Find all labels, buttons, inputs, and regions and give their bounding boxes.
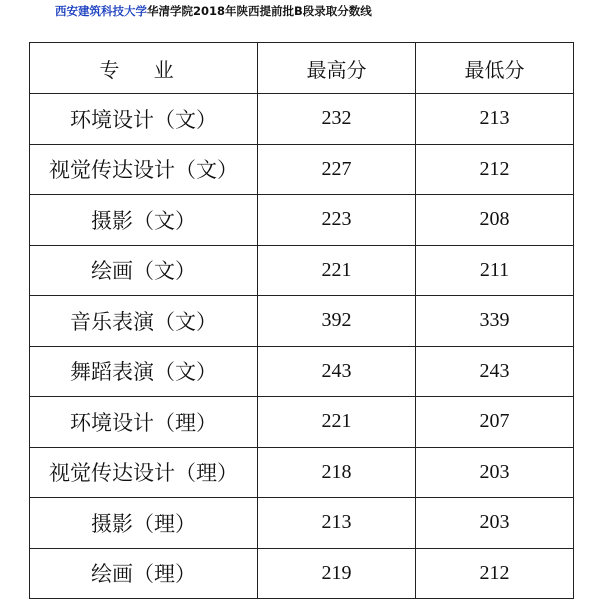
major-cell: 摄影（文） — [30, 195, 258, 246]
min-score-cell: 213 — [416, 94, 574, 145]
table-row — [30, 144, 574, 195]
table-row — [30, 94, 574, 145]
max-score-cell: 243 — [258, 346, 416, 397]
major-cell: 绘画（文） — [30, 245, 258, 296]
header-major: 专 业 — [30, 43, 258, 94]
max-score-cell: 223 — [258, 195, 416, 246]
min-score-cell: 203 — [416, 498, 574, 549]
major-cell: 音乐表演（文） — [30, 296, 258, 347]
table-row — [30, 397, 574, 448]
min-score-cell: 339 — [416, 296, 574, 347]
max-score-cell: 221 — [258, 245, 416, 296]
school-name-link[interactable]: 西安建筑科技大学 — [55, 4, 147, 18]
header-max-score: 最高分 — [258, 43, 416, 94]
table-row — [30, 447, 574, 498]
max-score-cell: 213 — [258, 498, 416, 549]
table-header-row — [30, 43, 574, 94]
max-score-cell: 392 — [258, 296, 416, 347]
score-table — [29, 42, 574, 599]
major-cell: 绘画（理） — [30, 548, 258, 599]
table-row — [30, 245, 574, 296]
major-cell: 视觉传达设计（理） — [30, 447, 258, 498]
major-cell: 摄影（理） — [30, 498, 258, 549]
title-text: 华清学院2018年陕西提前批B段录取分数线 — [147, 4, 372, 18]
min-score-cell: 212 — [416, 548, 574, 599]
header-min-score: 最低分 — [416, 43, 574, 94]
major-cell: 环境设计（理） — [30, 397, 258, 448]
table-row — [30, 346, 574, 397]
min-score-cell: 212 — [416, 144, 574, 195]
min-score-cell: 208 — [416, 195, 574, 246]
max-score-cell: 221 — [258, 397, 416, 448]
major-cell: 舞蹈表演（文） — [30, 346, 258, 397]
min-score-cell: 207 — [416, 397, 574, 448]
min-score-cell: 203 — [416, 447, 574, 498]
min-score-cell: 243 — [416, 346, 574, 397]
max-score-cell: 218 — [258, 447, 416, 498]
min-score-cell: 211 — [416, 245, 574, 296]
table-row — [30, 548, 574, 599]
max-score-cell: 232 — [258, 94, 416, 145]
major-cell: 视觉传达设计（文） — [30, 144, 258, 195]
max-score-cell: 227 — [258, 144, 416, 195]
table-row — [30, 296, 574, 347]
table-row — [30, 195, 574, 246]
major-cell: 环境设计（文） — [30, 94, 258, 145]
max-score-cell: 219 — [258, 548, 416, 599]
page-title — [55, 3, 372, 19]
table-row — [30, 498, 574, 549]
